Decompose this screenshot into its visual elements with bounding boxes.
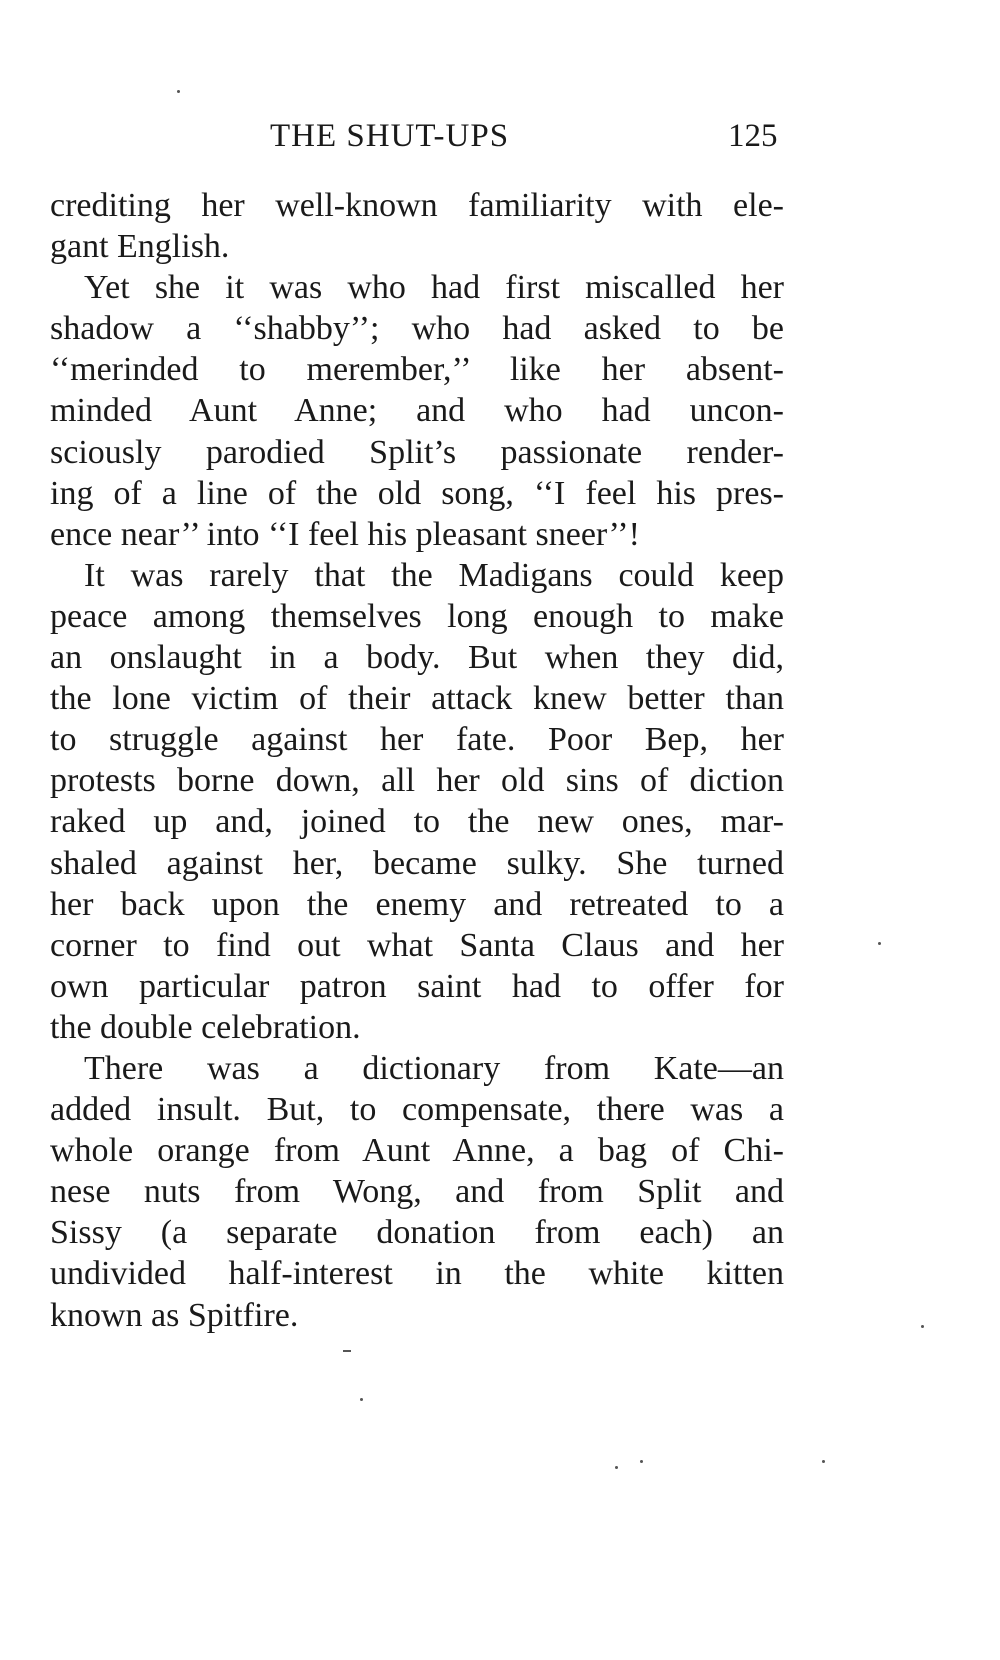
paragraph <box>50 185 784 267</box>
text-line: undivided half-interest in the white kitten <box>50 1255 784 1293</box>
text-line: peace among themselves long enough to make <box>50 597 784 635</box>
scan-speck <box>360 1398 363 1401</box>
text-line: ence near’’ into ‘‘I feel his pleasant sneer’’! <box>50 515 640 553</box>
text-line: the lone victim of their attack knew better than <box>50 680 784 718</box>
text-line: her back upon the enemy and retreated to a <box>50 885 784 923</box>
page-number: 125 <box>728 118 778 154</box>
text-line: sciously parodied Split’s passionate render- <box>50 433 784 471</box>
text-line: own particular patron saint had to offer for <box>50 967 784 1005</box>
scan-speck <box>921 1325 924 1328</box>
text-line: to struggle against her fate. Poor Bep, her <box>50 721 784 759</box>
scan-speck <box>177 90 180 93</box>
scan-speck <box>822 1460 825 1463</box>
paragraph <box>50 267 784 555</box>
scan-speck <box>640 1460 643 1463</box>
text-line: Sissy (a separate donation from each) an <box>50 1214 784 1252</box>
text-line: raked up and, joined to the new ones, mar- <box>50 803 784 841</box>
page-header <box>0 118 1000 166</box>
paragraph <box>50 555 784 1048</box>
text-line: minded Aunt Anne; and who had uncon- <box>50 392 784 430</box>
body-text <box>50 185 784 1336</box>
text-line: whole orange from Aunt Anne, a bag of Chi- <box>50 1132 784 1170</box>
text-line: corner to find out what Santa Claus and her <box>50 926 784 964</box>
text-line: There was a dictionary from Kate—an <box>84 1049 784 1087</box>
text-line: the double celebration. <box>50 1008 361 1046</box>
text-line: nese nuts from Wong, and from Split and <box>50 1173 784 1211</box>
text-line: an onslaught in a body. But when they did, <box>50 639 784 677</box>
text-line: It was rarely that the Madigans could keep <box>84 556 784 594</box>
text-line: shadow a ‘‘shabby’’; who had asked to be <box>50 310 784 348</box>
text-line: gant English. <box>50 228 230 266</box>
running-head: THE SHUT-UPS <box>270 118 510 154</box>
text-line: ing of a line of the old song, ‘‘I feel his pres- <box>50 474 784 512</box>
scan-speck <box>878 942 881 945</box>
paragraph <box>50 1048 784 1336</box>
scan-speck <box>615 1466 618 1469</box>
text-line: protests borne down, all her old sins of diction <box>50 762 784 800</box>
text-line: Yet she it was who had first miscalled her <box>84 269 784 307</box>
text-line: added insult. But, to compensate, there was a <box>50 1091 784 1129</box>
scan-speck <box>343 1350 351 1352</box>
text-line: known as Spitfire. <box>50 1296 299 1334</box>
text-line: ‘‘merinded to merember,’’ like her absent- <box>50 351 784 389</box>
text-line: crediting her well-known familiarity with ele- <box>50 187 784 224</box>
text-line: shaled against her, became sulky. She turned <box>50 844 784 882</box>
